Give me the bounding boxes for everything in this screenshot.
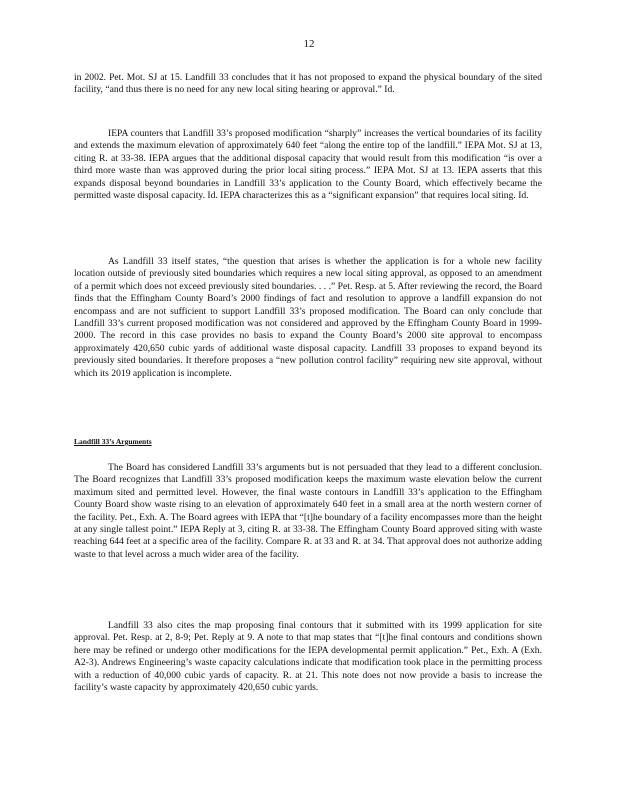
paragraph-continuation: in 2002. Pet. Mot. SJ at 15. Landfill 33 concludes that it has not proposed to expand the physical boundary of the sited facility, “and thus there is no need for any new local siting hearing or approval.” Id. — [74, 72, 542, 96]
page-number: 12 — [303, 38, 315, 50]
paragraph-board-considered: The Board has considered Landfill 33’s arguments but is not persuaded that they lead to a different conclusion. The Board recognizes that Landfill 33’s proposed modification keeps the maximum waste elevation below the current maximum sited and permitted level. However, the final waste contours in Landfill 33’s application to the Effingham County Board show waste rising to an elevation of approximately 640 feet in a small area at the north western corner of the facility. Pet., Exh. A. The Board agrees with IEPA that “[t]he boundary of a facility encompasses more than the height at any single tallest point.” IEPA Reply at 3, citing R. at 33-38. The Effingham County Board approved siting with waste reaching 644 feet at a specific area of the facility. Compare R. at 33 and R. at 34. That approval does not authorize adding waste to that level across a much wider area of the facility. — [74, 462, 542, 560]
paragraph-map-contours: Landfill 33 also cites the map proposing final contours that it submitted with its 1999 application for site approval. Pet. Resp. at 2, 8-9; Pet. Reply at 9. A note to that map states that “[t]he final contours and conditions shown here may be refined or undergo other modifications for the IEPA developmental permit application.” Pet., Exh. A (Exh. A2-3). Andrews Engineering’s waste capacity calculations indicate that modification took place in the permitting process with a reduction of 40,000 cubic yards of capacity. R. at 21. This note does not now provide a basis to increase the facility’s waste capacity by approximately 420,650 cubic yards. — [74, 620, 542, 694]
paragraph-iepa-counters: IEPA counters that Landfill 33’s proposed modification “sharply” increases the vertical boundaries of its facility and extends the maximum elevation of approximately 640 feet “along the entire top of the landfill.” IEPA Mot. SJ at 13, citing R. at 33-38. IEPA argues that the additional disposal capacity that would result from this modification “is over a third more waste than was approved during the prior local siting process.” IEPA Mot. SJ at 13. IEPA asserts that this expands disposal beyond boundaries in Landfill 33’s application to the County Board, which effectively became the permitted waste disposal capacity. Id. IEPA characterizes this as a “significant expansion” that requires local siting. Id. — [74, 128, 542, 202]
paragraph-board-finding: As Landfill 33 itself states, “the question that arises is whether the application is for a whole new facility location outside of previously sited boundaries which requires a new local siting approval, as opposed to an amendment of a permit which does not exceed previously sited boundaries. . . .” Pet. Resp. at 5. After reviewing the record, the Board finds that the Effingham County Board’s 2000 findings of fact and resolution to approve a landfill expansion do not encompass and are not sufficient to support Landfill 33’s proposed modification. The Board can only conclude that Landfill 33’s current proposed modification was not considered and approved by the Effingham County Board in 1999-2000. The record in this case provides no basis to expand the County Board’s 2000 site approval to encompass approximately 420,650 cubic yards of additional waste disposal capacity. Landfill 33 proposes to expand beyond its previously sited boundaries. It therefore proposes a “new pollution control facility” requiring new site approval, without which its 2019 application is incomplete. — [74, 256, 542, 379]
section-heading: Landfill 33’s Arguments — [74, 437, 152, 446]
